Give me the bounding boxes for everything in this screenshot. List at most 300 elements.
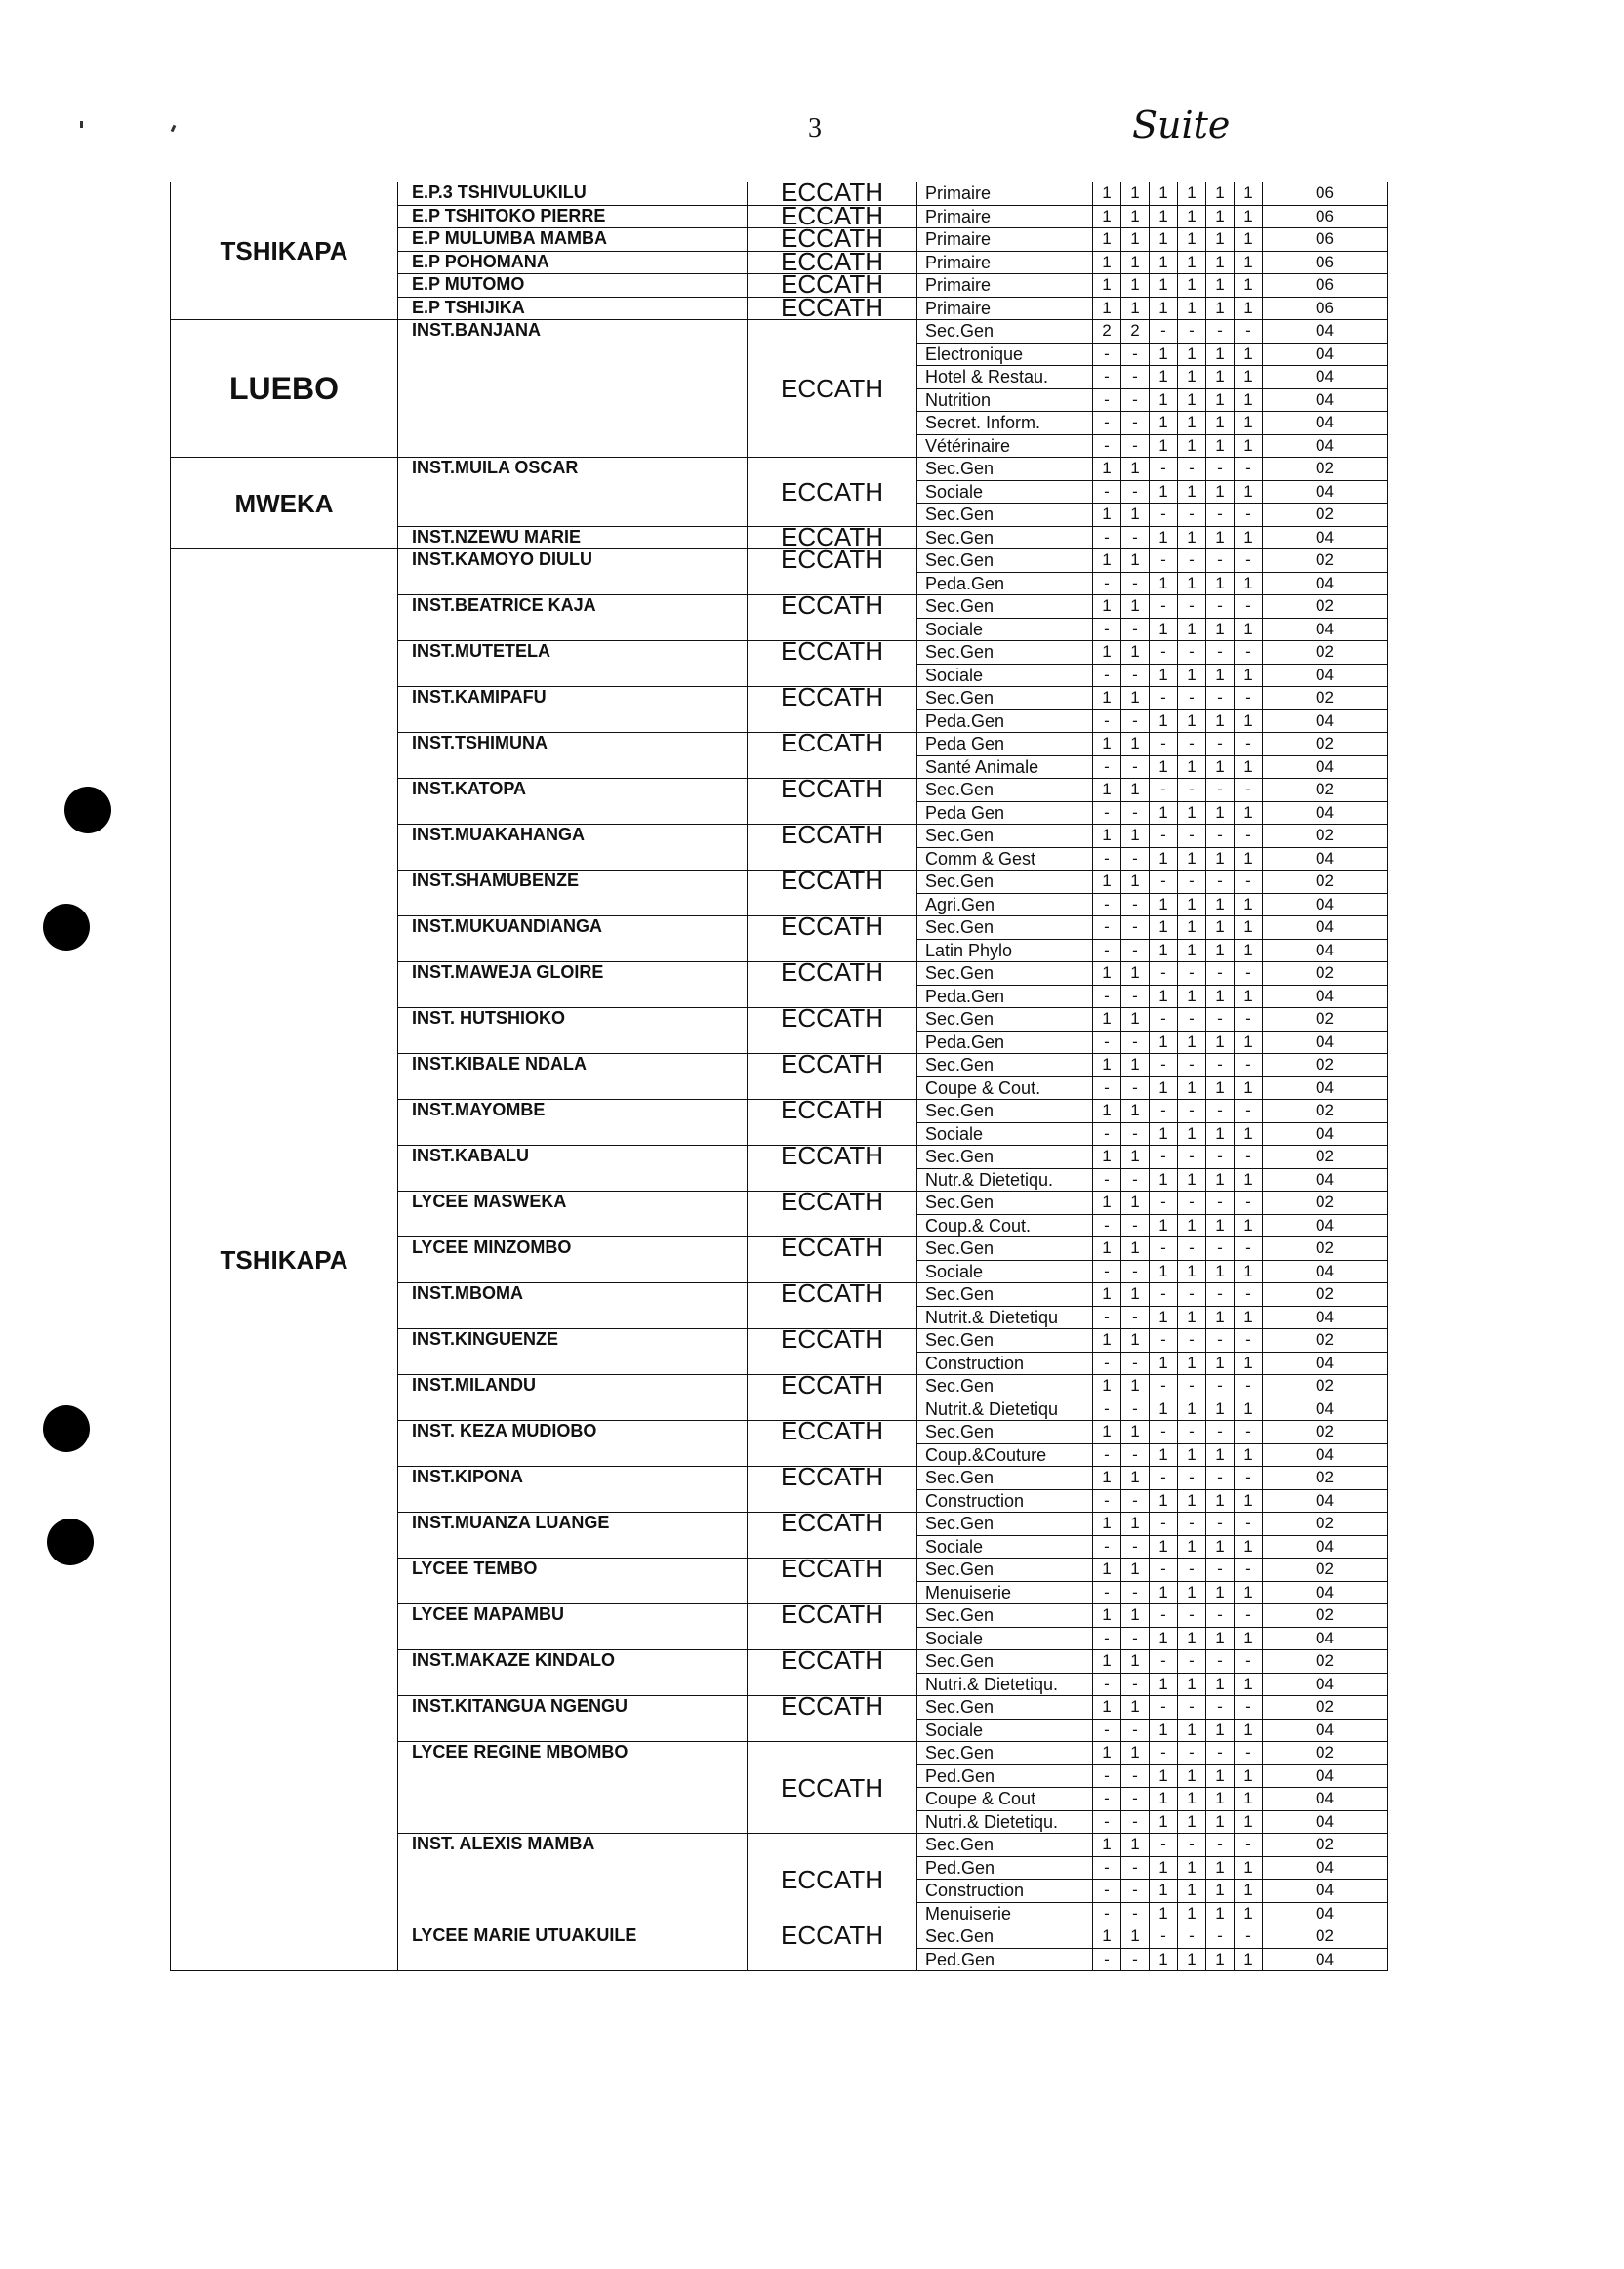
total-cell: 04 <box>1263 1535 1388 1559</box>
class-count-cell: 1 <box>1150 434 1178 458</box>
class-count-cell: - <box>1093 801 1121 825</box>
section-cell: Sec.Gen <box>917 1742 1093 1765</box>
class-count-cell: 1 <box>1206 412 1235 435</box>
class-count-cell: 1 <box>1121 274 1150 298</box>
total-cell: 02 <box>1263 1650 1388 1674</box>
location-cell: MWEKA <box>171 458 398 549</box>
class-count-cell: 1 <box>1206 1076 1235 1100</box>
class-count-cell: 1 <box>1150 939 1178 962</box>
class-count-cell: 1 <box>1093 1742 1121 1765</box>
class-count-cell: 1 <box>1150 985 1178 1008</box>
class-count-cell: 1 <box>1121 1008 1150 1032</box>
class-count-cell: 1 <box>1121 687 1150 710</box>
class-count-cell: - <box>1206 1329 1235 1353</box>
class-count-cell: - <box>1121 664 1150 687</box>
class-count-cell: - <box>1093 1535 1121 1559</box>
section-cell: Santé Animale <box>917 755 1093 779</box>
class-count-cell: - <box>1235 595 1263 619</box>
class-count-cell: - <box>1235 1650 1263 1674</box>
class-count-cell: - <box>1150 1925 1178 1949</box>
class-count-cell: 1 <box>1178 1719 1206 1742</box>
class-count-cell: - <box>1150 1008 1178 1032</box>
class-count-cell: - <box>1150 825 1178 848</box>
class-count-cell: 1 <box>1178 412 1206 435</box>
class-count-cell: - <box>1093 1719 1121 1742</box>
class-count-cell: 1 <box>1235 755 1263 779</box>
class-count-cell: - <box>1150 1329 1178 1353</box>
class-count-cell: - <box>1150 1054 1178 1077</box>
school-name-cell: INST.KAMIPAFU <box>398 687 748 733</box>
class-count-cell: 1 <box>1235 572 1263 595</box>
network-cell: ECCATH <box>748 1146 917 1192</box>
network-cell: ECCATH <box>748 1237 917 1283</box>
class-count-cell: 1 <box>1178 847 1206 871</box>
school-name-cell: INST.KAMOYO DIULU <box>398 549 748 595</box>
class-count-cell: 1 <box>1206 1535 1235 1559</box>
class-count-cell: 1 <box>1235 366 1263 389</box>
class-count-cell: - <box>1150 1513 1178 1536</box>
class-count-cell: 1 <box>1206 1214 1235 1237</box>
class-count-cell: - <box>1121 1352 1150 1375</box>
class-count-cell: - <box>1093 1168 1121 1192</box>
punch-hole <box>43 904 90 951</box>
school-name-cell: INST.KIPONA <box>398 1467 748 1513</box>
class-count-cell: 1 <box>1121 458 1150 481</box>
location-cell: LUEBO <box>171 320 398 458</box>
class-count-cell: - <box>1235 687 1263 710</box>
class-count-cell: - <box>1093 893 1121 916</box>
class-count-cell: - <box>1178 962 1206 986</box>
class-count-cell: 1 <box>1178 572 1206 595</box>
network-cell: ECCATH <box>748 1375 917 1421</box>
school-name-cell: INST.MUAKAHANGA <box>398 825 748 871</box>
class-count-cell: - <box>1093 1856 1121 1880</box>
class-count-cell: 1 <box>1150 1880 1178 1903</box>
class-count-cell: 1 <box>1235 251 1263 274</box>
section-cell: Sec.Gen <box>917 320 1093 344</box>
class-count-cell: - <box>1235 1283 1263 1307</box>
class-count-cell: - <box>1121 1764 1150 1788</box>
class-count-cell: 1 <box>1093 274 1121 298</box>
class-count-cell: - <box>1093 1764 1121 1788</box>
class-count-cell: 1 <box>1206 388 1235 412</box>
class-count-cell: - <box>1178 1329 1206 1353</box>
class-count-cell: - <box>1235 1421 1263 1444</box>
section-cell: Sec.Gen <box>917 595 1093 619</box>
class-count-cell: 1 <box>1093 1696 1121 1720</box>
section-cell: Construction <box>917 1880 1093 1903</box>
class-count-cell: 1 <box>1206 1719 1235 1742</box>
class-count-cell: 1 <box>1121 595 1150 619</box>
class-count-cell: 1 <box>1178 297 1206 320</box>
class-count-cell: - <box>1206 1375 1235 1398</box>
class-count-cell: 1 <box>1121 1421 1150 1444</box>
class-count-cell: 1 <box>1235 1810 1263 1834</box>
section-cell: Nutri.& Dietetiqu. <box>917 1810 1093 1834</box>
class-count-cell: 1 <box>1150 1122 1178 1146</box>
class-count-cell: 1 <box>1235 1581 1263 1604</box>
section-cell: Menuiserie <box>917 1902 1093 1925</box>
class-count-cell: - <box>1235 1925 1263 1949</box>
class-count-cell: - <box>1150 1100 1178 1123</box>
class-count-cell: 1 <box>1093 182 1121 206</box>
location-cell: TSHIKAPA <box>171 549 398 1971</box>
class-count-cell: 1 <box>1206 251 1235 274</box>
class-count-cell: 1 <box>1178 251 1206 274</box>
class-count-cell: 1 <box>1178 916 1206 940</box>
class-count-cell: - <box>1178 1146 1206 1169</box>
class-count-cell: 1 <box>1121 1467 1150 1490</box>
class-count-cell: - <box>1150 962 1178 986</box>
class-count-cell: 1 <box>1093 228 1121 252</box>
class-count-cell: 1 <box>1150 412 1178 435</box>
class-count-cell: 1 <box>1150 297 1178 320</box>
school-name-cell: INST. ALEXIS MAMBA <box>398 1834 748 1925</box>
total-cell: 04 <box>1263 1443 1388 1467</box>
network-cell: ECCATH <box>748 1834 917 1925</box>
class-count-cell: - <box>1093 388 1121 412</box>
class-count-cell: 1 <box>1121 962 1150 986</box>
class-count-cell: 1 <box>1150 1260 1178 1283</box>
school-name-cell: INST.KINGUENZE <box>398 1329 748 1375</box>
class-count-cell: 1 <box>1206 985 1235 1008</box>
class-count-cell: - <box>1093 480 1121 504</box>
network-cell: ECCATH <box>748 1283 917 1329</box>
network-cell: ECCATH <box>748 687 917 733</box>
class-count-cell: 1 <box>1178 1306 1206 1329</box>
total-cell: 02 <box>1263 595 1388 619</box>
class-count-cell: - <box>1206 504 1235 527</box>
section-cell: Sociale <box>917 1535 1093 1559</box>
class-count-cell: 1 <box>1093 1054 1121 1077</box>
class-count-cell: 1 <box>1093 297 1121 320</box>
class-count-cell: - <box>1121 801 1150 825</box>
class-count-cell: - <box>1178 1559 1206 1582</box>
class-count-cell: - <box>1206 1925 1235 1949</box>
class-count-cell: 1 <box>1178 526 1206 549</box>
class-count-cell: 1 <box>1093 1604 1121 1628</box>
class-count-cell: 1 <box>1206 1306 1235 1329</box>
section-cell: Menuiserie <box>917 1581 1093 1604</box>
class-count-cell: 1 <box>1235 801 1263 825</box>
section-cell: Coup.& Cout. <box>917 1214 1093 1237</box>
class-count-cell: - <box>1206 1513 1235 1536</box>
total-cell: 02 <box>1263 1375 1388 1398</box>
section-cell: Latin Phylo <box>917 939 1093 962</box>
class-count-cell: - <box>1150 1559 1178 1582</box>
class-count-cell: - <box>1235 1008 1263 1032</box>
class-count-cell: 1 <box>1121 1559 1150 1582</box>
class-count-cell: 1 <box>1178 388 1206 412</box>
class-count-cell: - <box>1121 1902 1150 1925</box>
class-count-cell: 1 <box>1150 274 1178 298</box>
class-count-cell: 1 <box>1178 1788 1206 1811</box>
network-cell: ECCATH <box>748 1192 917 1237</box>
network-cell: ECCATH <box>748 962 917 1008</box>
class-count-cell: 1 <box>1093 1513 1121 1536</box>
class-count-cell: 1 <box>1093 1146 1121 1169</box>
class-count-cell: - <box>1206 1100 1235 1123</box>
class-count-cell: 1 <box>1235 1168 1263 1192</box>
class-count-cell: - <box>1093 412 1121 435</box>
class-count-cell: - <box>1121 1076 1150 1100</box>
total-cell: 02 <box>1263 1146 1388 1169</box>
class-count-cell: - <box>1093 1880 1121 1903</box>
class-count-cell: - <box>1206 1192 1235 1215</box>
total-cell: 04 <box>1263 480 1388 504</box>
class-count-cell: 1 <box>1206 1398 1235 1421</box>
class-count-cell: 1 <box>1093 504 1121 527</box>
class-count-cell: 1 <box>1150 1719 1178 1742</box>
class-count-cell: 1 <box>1235 205 1263 228</box>
class-count-cell: - <box>1178 549 1206 573</box>
total-cell: 04 <box>1263 618 1388 641</box>
class-count-cell: 1 <box>1235 1948 1263 1971</box>
section-cell: Sec.Gen <box>917 1421 1093 1444</box>
school-name-cell: INST.KIBALE NDALA <box>398 1054 748 1100</box>
total-cell: 02 <box>1263 1329 1388 1353</box>
total-cell: 04 <box>1263 1214 1388 1237</box>
total-cell: 04 <box>1263 1764 1388 1788</box>
class-count-cell: 1 <box>1150 1489 1178 1513</box>
class-count-cell: - <box>1178 825 1206 848</box>
total-cell: 06 <box>1263 205 1388 228</box>
table-row <box>171 182 1388 206</box>
section-cell: Coupe & Cout <box>917 1788 1093 1811</box>
class-count-cell: - <box>1206 1467 1235 1490</box>
class-count-cell: - <box>1235 779 1263 802</box>
school-name-cell: LYCEE REGINE MBOMBO <box>398 1742 748 1834</box>
class-count-cell: 1 <box>1121 1834 1150 1857</box>
class-count-cell: - <box>1235 1237 1263 1261</box>
class-count-cell: - <box>1150 733 1178 756</box>
class-count-cell: 1 <box>1178 274 1206 298</box>
network-cell: ECCATH <box>748 1650 917 1696</box>
class-count-cell: - <box>1178 320 1206 344</box>
class-count-cell: - <box>1150 595 1178 619</box>
class-count-cell: - <box>1178 1054 1206 1077</box>
total-cell: 04 <box>1263 1673 1388 1696</box>
class-count-cell: - <box>1093 1810 1121 1834</box>
section-cell: Peda.Gen <box>917 572 1093 595</box>
class-count-cell: - <box>1206 549 1235 573</box>
class-count-cell: 1 <box>1178 985 1206 1008</box>
section-cell: Sec.Gen <box>917 779 1093 802</box>
class-count-cell: - <box>1121 1031 1150 1054</box>
class-count-cell: - <box>1206 825 1235 848</box>
class-count-cell: - <box>1235 1467 1263 1490</box>
section-cell: Sec.Gen <box>917 1604 1093 1628</box>
class-count-cell: 1 <box>1206 205 1235 228</box>
total-cell: 04 <box>1263 1489 1388 1513</box>
class-count-cell: 1 <box>1206 434 1235 458</box>
total-cell: 04 <box>1263 1076 1388 1100</box>
class-count-cell: 1 <box>1150 1948 1178 1971</box>
class-count-cell: 1 <box>1178 755 1206 779</box>
network-cell: ECCATH <box>748 1329 917 1375</box>
class-count-cell: 1 <box>1235 343 1263 366</box>
class-count-cell: - <box>1150 1604 1178 1628</box>
total-cell: 02 <box>1263 779 1388 802</box>
class-count-cell: 1 <box>1206 709 1235 733</box>
class-count-cell: 1 <box>1178 939 1206 962</box>
section-cell: Secret. Inform. <box>917 412 1093 435</box>
class-count-cell: - <box>1206 1421 1235 1444</box>
network-cell: ECCATH <box>748 1559 917 1604</box>
class-count-cell: 1 <box>1150 228 1178 252</box>
class-count-cell: - <box>1150 549 1178 573</box>
school-name-cell: INST.MAKAZE KINDALO <box>398 1650 748 1696</box>
total-cell: 02 <box>1263 549 1388 573</box>
total-cell: 04 <box>1263 388 1388 412</box>
total-cell: 04 <box>1263 801 1388 825</box>
school-name-cell: INST.KATOPA <box>398 779 748 825</box>
class-count-cell: 1 <box>1178 1076 1206 1100</box>
class-count-cell: 1 <box>1206 1352 1235 1375</box>
class-count-cell: 1 <box>1150 755 1178 779</box>
class-count-cell: - <box>1206 687 1235 710</box>
section-cell: Sociale <box>917 1719 1093 1742</box>
class-count-cell: 1 <box>1206 1948 1235 1971</box>
class-count-cell: 1 <box>1121 1650 1150 1674</box>
total-cell: 02 <box>1263 641 1388 665</box>
class-count-cell: 1 <box>1178 1535 1206 1559</box>
section-cell: Coup.&Couture <box>917 1443 1093 1467</box>
total-cell: 02 <box>1263 825 1388 848</box>
class-count-cell: 1 <box>1093 1100 1121 1123</box>
network-cell: ECCATH <box>748 779 917 825</box>
class-count-cell: - <box>1121 1581 1150 1604</box>
network-cell: ECCATH <box>748 916 917 962</box>
class-count-cell: - <box>1178 1100 1206 1123</box>
class-count-cell: - <box>1121 755 1150 779</box>
total-cell: 04 <box>1263 939 1388 962</box>
section-cell: Coupe & Cout. <box>917 1076 1093 1100</box>
class-count-cell: 1 <box>1150 480 1178 504</box>
class-count-cell: 1 <box>1235 1719 1263 1742</box>
class-count-cell: - <box>1206 1604 1235 1628</box>
class-count-cell: - <box>1235 458 1263 481</box>
class-count-cell: 1 <box>1206 1260 1235 1283</box>
class-count-cell: - <box>1178 1742 1206 1765</box>
class-count-cell: - <box>1206 1742 1235 1765</box>
class-count-cell: 1 <box>1235 664 1263 687</box>
class-count-cell: - <box>1178 595 1206 619</box>
total-cell: 02 <box>1263 871 1388 894</box>
class-count-cell: - <box>1121 526 1150 549</box>
class-count-cell: 1 <box>1093 549 1121 573</box>
class-count-cell: 1 <box>1235 985 1263 1008</box>
class-count-cell: - <box>1178 687 1206 710</box>
total-cell: 06 <box>1263 251 1388 274</box>
class-count-cell: - <box>1121 847 1150 871</box>
class-count-cell: - <box>1178 1513 1206 1536</box>
class-count-cell: - <box>1206 1559 1235 1582</box>
total-cell: 02 <box>1263 458 1388 481</box>
class-count-cell: - <box>1121 572 1150 595</box>
school-name-cell: E.P MUTOMO <box>398 274 748 298</box>
class-count-cell: 1 <box>1206 1581 1235 1604</box>
class-count-cell: - <box>1235 1100 1263 1123</box>
network-cell: ECCATH <box>748 549 917 595</box>
class-count-cell: - <box>1235 1604 1263 1628</box>
class-count-cell: 1 <box>1150 847 1178 871</box>
section-cell: Sociale <box>917 664 1093 687</box>
class-count-cell: 1 <box>1178 182 1206 206</box>
class-count-cell: 1 <box>1206 366 1235 389</box>
network-cell: ECCATH <box>748 825 917 871</box>
class-count-cell: - <box>1150 1375 1178 1398</box>
school-name-cell: INST.MUANZA LUANGE <box>398 1513 748 1559</box>
class-count-cell: - <box>1093 1627 1121 1650</box>
class-count-cell: 1 <box>1206 1031 1235 1054</box>
school-name-cell: INST.MAYOMBE <box>398 1100 748 1146</box>
total-cell: 04 <box>1263 1168 1388 1192</box>
class-count-cell: 1 <box>1121 182 1150 206</box>
class-count-cell: 2 <box>1121 320 1150 344</box>
school-name-cell: E.P.3 TSHIVULUKILU <box>398 182 748 206</box>
class-count-cell: - <box>1093 1306 1121 1329</box>
total-cell: 02 <box>1263 1237 1388 1261</box>
class-count-cell: - <box>1093 1352 1121 1375</box>
network-cell: ECCATH <box>748 1513 917 1559</box>
total-cell: 02 <box>1263 1054 1388 1077</box>
school-name-cell: INST.TSHIMUNA <box>398 733 748 779</box>
class-count-cell: 1 <box>1235 274 1263 298</box>
class-count-cell: 1 <box>1206 939 1235 962</box>
class-count-cell: - <box>1093 1489 1121 1513</box>
school-name-cell: E.P POHOMANA <box>398 251 748 274</box>
class-count-cell: 1 <box>1178 1443 1206 1467</box>
section-cell: Sec.Gen <box>917 1100 1093 1123</box>
section-cell: Sec.Gen <box>917 962 1093 986</box>
class-count-cell: 1 <box>1093 1008 1121 1032</box>
total-cell: 04 <box>1263 985 1388 1008</box>
class-count-cell: - <box>1121 939 1150 962</box>
class-count-cell: 1 <box>1150 893 1178 916</box>
class-count-cell: - <box>1093 572 1121 595</box>
class-count-cell: 1 <box>1235 1214 1263 1237</box>
class-count-cell: 1 <box>1121 779 1150 802</box>
total-cell: 06 <box>1263 274 1388 298</box>
class-count-cell: 1 <box>1178 434 1206 458</box>
scan-mark <box>80 121 83 128</box>
class-count-cell: 1 <box>1206 182 1235 206</box>
class-count-cell: - <box>1121 480 1150 504</box>
class-count-cell: 1 <box>1235 1673 1263 1696</box>
section-cell: Sec.Gen <box>917 687 1093 710</box>
total-cell: 04 <box>1263 366 1388 389</box>
class-count-cell: 1 <box>1150 1673 1178 1696</box>
class-count-cell: 1 <box>1178 664 1206 687</box>
class-count-cell: 1 <box>1121 549 1150 573</box>
class-count-cell: 1 <box>1121 1192 1150 1215</box>
class-count-cell: 1 <box>1235 1535 1263 1559</box>
class-count-cell: - <box>1093 1398 1121 1421</box>
class-count-cell: - <box>1150 458 1178 481</box>
class-count-cell: 1 <box>1121 1054 1150 1077</box>
class-count-cell: 1 <box>1150 1764 1178 1788</box>
section-cell: Nutri.& Dietetiqu. <box>917 1673 1093 1696</box>
class-count-cell: - <box>1178 1375 1206 1398</box>
section-cell: Primaire <box>917 297 1093 320</box>
class-count-cell: 1 <box>1235 939 1263 962</box>
section-cell: Sec.Gen <box>917 871 1093 894</box>
class-count-cell: - <box>1150 641 1178 665</box>
total-cell: 04 <box>1263 1810 1388 1834</box>
network-cell: ECCATH <box>748 1008 917 1054</box>
class-count-cell: - <box>1235 1375 1263 1398</box>
